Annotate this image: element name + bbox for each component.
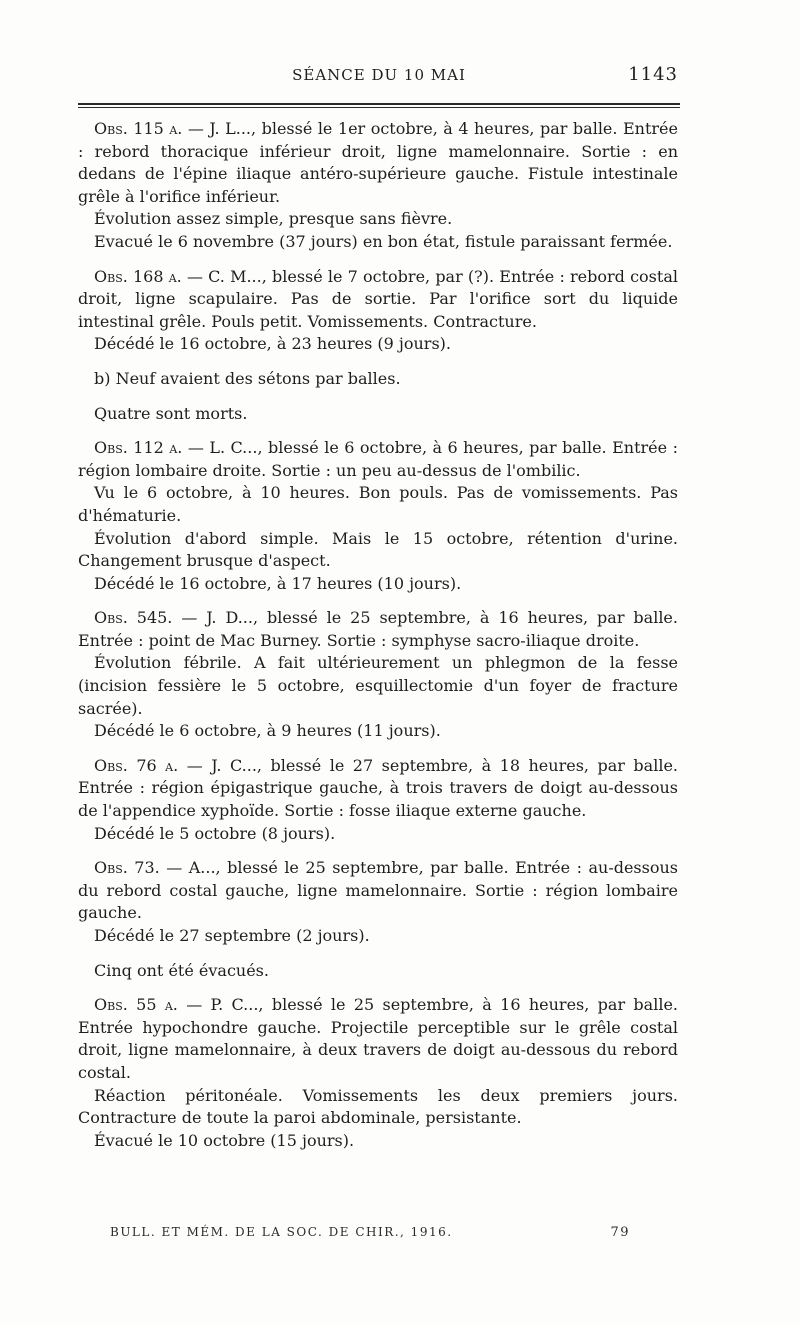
paragraph xyxy=(78,1085,678,1130)
paragraph xyxy=(78,1130,678,1153)
running-title: SÉANCE DU 10 MAI xyxy=(292,66,466,84)
signature-number: 79 xyxy=(610,1225,630,1240)
header-rule xyxy=(78,103,680,105)
observation-label: Obs. 73. xyxy=(94,858,160,878)
paragraph xyxy=(78,403,678,426)
observation-label: Obs. 168 a. xyxy=(94,266,182,286)
paragraph-text: Evacué le 6 novembre (37 jours) en bon état, fistule paraissant fermée. xyxy=(94,231,673,251)
paragraph xyxy=(78,368,678,391)
paragraph xyxy=(78,720,678,743)
paragraph xyxy=(78,573,678,596)
page-header xyxy=(78,60,680,90)
paragraph-text: Décédé le 16 octobre, à 23 heures (9 jours). xyxy=(94,334,451,354)
paragraph-text: — P. C..., blessé le 25 septembre, à 16 heures, par balle. Entrée hypochondre gauche. Projectile perceptible sur le grêle costal droit, ligne mamelonnaire, à deux travers de doigt au-dessous du rebord costal. xyxy=(78,995,678,1082)
header-rule-thin xyxy=(78,107,680,108)
paragraph-text: — L. C..., blessé le 6 octobre, à 6 heures, par balle. Entrée : région lombaire droite. Sortie : un peu au-dessus de l'ombilic. xyxy=(78,438,678,480)
paragraph-text: Évolution fébrile. A fait ultérieurement un phlegmon de la fesse (incision fessière le 5 octobre, esquillectomie d'un foyer de fracture sacrée). xyxy=(78,653,678,718)
paragraph-text: Décédé le 5 octobre (8 jours). xyxy=(94,823,336,843)
footer-citation: BULL. ET MÉM. DE LA SOC. DE CHIR., 1916. xyxy=(110,1225,453,1239)
paragraph xyxy=(78,528,678,573)
observation-label: Obs. 545. xyxy=(94,608,173,628)
paragraph xyxy=(78,266,678,334)
observation-label: Obs. 76 a. xyxy=(94,755,179,775)
paragraph-text: Évacué le 10 octobre (15 jours). xyxy=(94,1130,355,1150)
paragraph xyxy=(78,857,678,925)
observation-label: Obs. 115 a. xyxy=(94,119,183,138)
paragraph-text: Évolution d'abord simple. Mais le 15 octobre, rétention d'urine. Changement brusque d'aspect. xyxy=(78,528,678,571)
paragraph-text: — J. D..., blessé le 25 septembre, à 16 heures, par balle. Entrée : point de Mac Burney. Sortie : symphyse sacro-iliaque droite. xyxy=(78,608,678,650)
paragraph-text: b) Neuf avaient des sétons par balles. xyxy=(94,368,401,388)
paragraph-text: — C. M..., blessé le 7 octobre, par (?). Entrée : rebord costal droit, ligne scapulaire. Pas de sortie. Par l'orifice sort du liquide intestinal grêle. Pouls petit. Vomissements. Contracture. xyxy=(78,266,678,331)
paragraph xyxy=(78,437,678,482)
paragraph-text: Réaction péritonéale. Vomissements les deux premiers jours. Contracture de toute la paroi abdominale, persistante. xyxy=(78,1085,678,1128)
paragraph xyxy=(78,607,678,652)
paragraph-text: Décédé le 27 septembre (2 jours). xyxy=(94,926,370,945)
paragraph-text: Évolution assez simple, presque sans fièvre. xyxy=(94,209,453,229)
paragraph-text: Cinq ont été évacués. xyxy=(94,960,269,980)
paragraph xyxy=(78,960,678,983)
paragraph xyxy=(78,208,678,231)
paragraph xyxy=(78,231,678,254)
paragraph-text: Décédé le 6 octobre, à 9 heures (11 jours). xyxy=(94,721,441,741)
paragraph xyxy=(78,755,678,823)
body-text xyxy=(78,118,678,1164)
paragraph-text: — J. L..., blessé le 1er octobre, à 4 heures, par balle. Entrée : rebord thoracique inférieur droit, ligne mamelonnaire. Sortie : en dedans de l'épine iliaque antéro-supérieure gauche. Fistule intestinale grêle à l'orifice inférieur. xyxy=(78,119,678,206)
paragraph-text: — J. C..., blessé le 27 septembre, à 18 heures, par balle. Entrée : région épigastrique gauche, à trois travers de doigt au-dessous de l'appendice xyphoïde. Sortie : fosse iliaque externe gauche. xyxy=(78,755,678,821)
paragraph xyxy=(78,994,678,1084)
paragraph-text: — A..., blessé le 25 septembre, par balle. Entrée : au-dessous du rebord costal gauche, ligne mamelonnaire. Sortie : région lombaire gauche. xyxy=(78,858,679,923)
observation-label: Obs. 55 a. xyxy=(94,995,178,1015)
paragraph xyxy=(78,118,678,208)
paragraph xyxy=(78,333,678,356)
paragraph-text: Décédé le 16 octobre, à 17 heures (10 jours). xyxy=(94,573,462,593)
paragraph-text: Vu le 6 octobre, à 10 heures. Bon pouls. Pas de vomissements. Pas d'hématurie. xyxy=(78,483,678,525)
page-number: 1143 xyxy=(628,64,678,85)
paragraph-text: Quatre sont morts. xyxy=(94,403,248,423)
paragraph xyxy=(78,823,678,846)
observation-label: Obs. 112 a. xyxy=(94,438,183,458)
paragraph xyxy=(78,925,678,948)
paragraph xyxy=(78,482,678,527)
paragraph xyxy=(78,652,678,720)
